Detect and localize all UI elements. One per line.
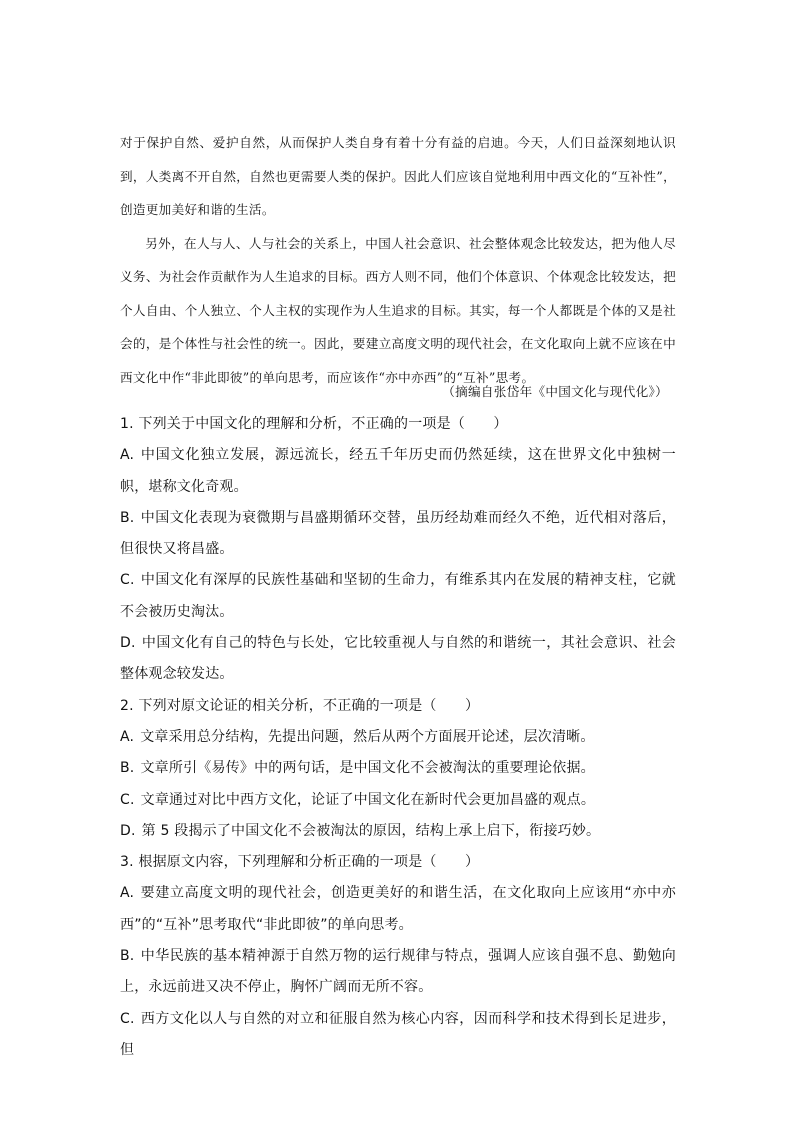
- option-d: [120, 816, 676, 847]
- option-c: [120, 565, 676, 628]
- option-text: 文章所引《易传》中的两句话，是中国文化不会被淘汰的重要理论依据。: [140, 760, 595, 777]
- option-text: 中国文化有深厚的民族性基础和坚韧的生命力，有维系其内在发展的精神支柱，它就不会被历史淘汰。: [120, 572, 676, 620]
- question-list: [120, 409, 676, 1066]
- option-a: [120, 878, 676, 941]
- option-text: 中华民族的基本精神源于自然万物的运行规律与特点，强调人应该自强不息、勤勉向上，永远前进又决不停止，胸怀广阔而无所不容。: [120, 948, 676, 996]
- option-letter: A.: [120, 728, 135, 745]
- option-b: [120, 503, 676, 566]
- option-text: 中国文化独立发展，源远流长，经五千年历史而仍然延续，这在世界文化中独树一帜，堪称文化奇观。: [120, 447, 676, 495]
- option-text: 西方文化以人与自然的对立和征服自然为核心内容，因而科学和技术得到长足进步，但: [120, 1010, 676, 1058]
- passage-paragraph-2: 另外，在人与人、人与社会的关系上，中国人社会意识、社会整体观念比较发达，把为他人尽义务、为社会作贡献作为人生追求的目标。西方人则不同，他们个体意识、个体观念比较发达，把个人自由、个人独立、个人主权的实现作为人生追求的目标。其实，每一个人都既是个体的又是社会的，是个体性与社会性的统一。因此，要建立高度文明的现代社会，在文化取向上就不应该在中西文化中作“非此即彼”的单向思考，而应该作“亦中亦西”的“互补”思考。: [120, 235, 676, 385]
- question-3: [120, 847, 676, 1066]
- question-stem: 3. 根据原文内容，下列理解和分析正确的一项是（ ）: [120, 854, 480, 871]
- question-2: [120, 691, 676, 847]
- option-text: 第 5 段揭示了中国文化不会被淘汰的原因，结构上承上启下，衔接巧妙。: [141, 822, 601, 839]
- option-letter: C.: [120, 1010, 135, 1027]
- option-text: 要建立高度文明的现代社会，创造更美好的和谐生活，在文化取向上应该用“亦中亦西”的“互补”思考取代“非此即彼”的单向思考。: [120, 885, 676, 933]
- option-letter: D.: [120, 635, 136, 652]
- question-1: [120, 409, 676, 691]
- question-stem: 1. 下列关于中国文化的理解和分析，不正确的一项是（ ）: [120, 416, 508, 432]
- passage-source: （摘编自张岱年《中国文化与现代化》）: [442, 384, 668, 399]
- option-b: [120, 753, 676, 784]
- option-letter: D.: [120, 822, 136, 839]
- option-a: [120, 440, 676, 503]
- option-letter: B.: [120, 760, 135, 777]
- option-letter: A.: [120, 885, 135, 902]
- option-d: [120, 628, 676, 691]
- option-letter: C.: [120, 791, 135, 808]
- option-text: 中国文化表现为衰微期与昌盛期循环交替，虽历经劫难而经久不绝，近代相对落后，但很快又将昌盛。: [120, 509, 676, 558]
- option-a: [120, 722, 676, 753]
- passage: [120, 126, 676, 394]
- option-c: [120, 1004, 676, 1067]
- option-b: [120, 941, 676, 1004]
- option-letter: B.: [120, 509, 135, 526]
- option-text: 文章通过对比中西方文化，论证了中国文化在新时代会更加昌盛的观点。: [140, 791, 596, 808]
- option-letter: C.: [120, 572, 135, 589]
- question-stem: 2. 下列对原文论证的相关分析，不正确的一项是（ ）: [120, 697, 480, 714]
- option-c: [120, 785, 676, 816]
- option-text: 文章采用总分结构，先提出问题，然后从两个方面展开论述，层次清晰。: [140, 728, 595, 745]
- option-text: 中国文化有自己的特色与长处，它比较重视人与自然的和谐统一，其社会意识、社会整体观念较发达。: [120, 635, 676, 683]
- passage-paragraph-1: 对于保护自然、爱护自然，从而保护人类自身有着十分有益的启迪。今天，人们日益深刻地认识到，人类离不开自然，自然也更需要人类的保护。因此人们应该自觉地利用中西文化的“互补性”，创造更加美好和谐的生活。: [120, 135, 676, 217]
- option-letter: A.: [120, 447, 135, 464]
- option-letter: B.: [120, 948, 135, 965]
